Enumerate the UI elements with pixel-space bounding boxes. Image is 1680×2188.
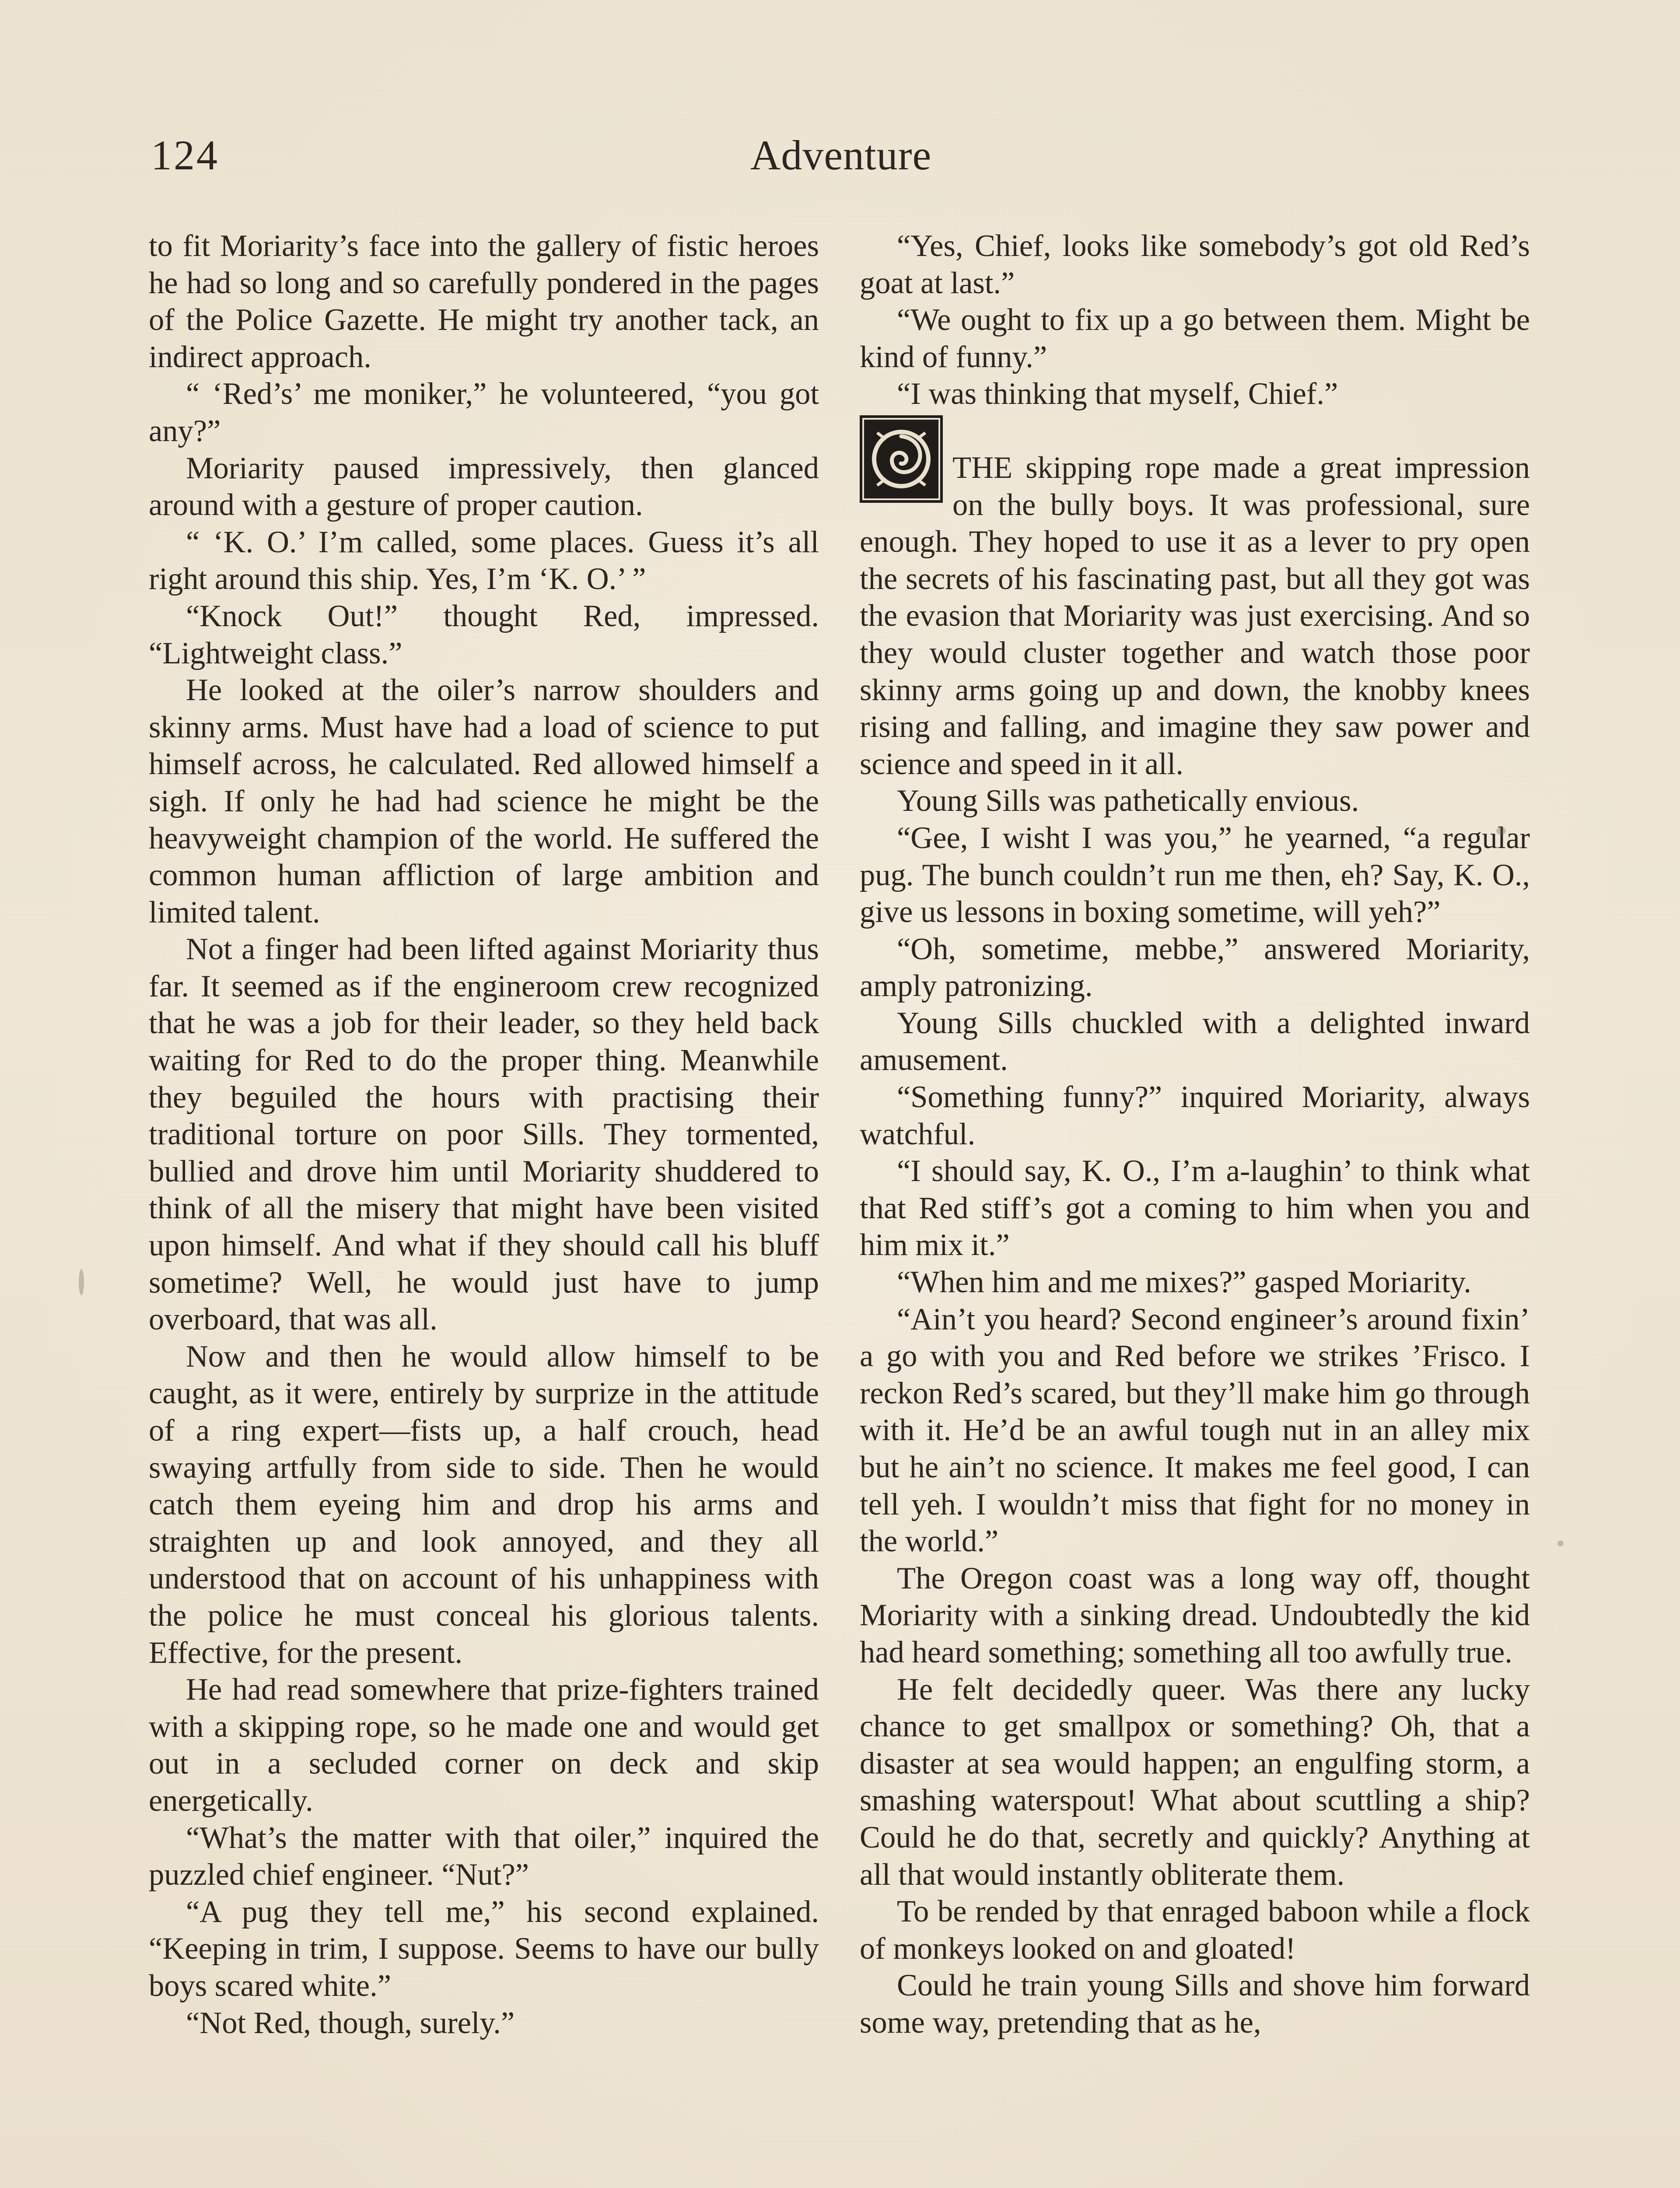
paragraph: “I was thinking that myself, Chief.” xyxy=(897,377,1338,411)
paper-smudge xyxy=(1558,1540,1564,1546)
running-title: Adventure xyxy=(750,132,932,179)
paragraph: “A pug they tell me,” his second explained. “Keeping in trim, I suppose. Seems to have our bully boys scared white.” xyxy=(149,1894,819,2003)
right-column xyxy=(860,228,1530,2041)
paragraph: to fit Moriarity’s face into the gallery of fistic heroes he had so long and so carefully pondered in the pages of the Police Gazette. He might try another tack, an indirect approach. xyxy=(149,229,819,374)
paragraph: “When him and me mixes?” gasped Moriarity. xyxy=(897,1265,1471,1300)
paragraph: He felt decidedly queer. Was there any lucky chance to get smallpox or something? Oh, that a disaster at sea would happen; an engulfing storm, a smashing waterspout! What about scuttling a ship? Could he do that, secretly and quickly? Anything at all that would instantly obliterate them. xyxy=(860,1672,1530,1892)
paragraph: “I should say, K. O., I’m a-laughin’ to think what that Red stiff’s got a coming to him when you and him mix it.” xyxy=(860,1154,1530,1262)
paragraph: “ ‘Red’s’ me moniker,” he volunteered, “you got any?” xyxy=(149,377,819,448)
paragraph: “Oh, sometime, mebbe,” answered Moriarity, amply patronizing. xyxy=(860,932,1530,1003)
paper-smudge xyxy=(1496,827,1506,835)
left-column xyxy=(149,228,819,2041)
page-header xyxy=(151,131,1544,188)
paragraph: THE skipping rope made a great impression on the bully boys. It was professional, sure enough. They hoped to use it as a lever to pry open the secrets of his fascinating past, but all they got was the evasion that Moriarity was just exercising. And so they would cluster together and watch those poor skinny arms going up and down, the knobby knees rising and falling, and imagine they saw power and science and speed in it all. xyxy=(860,450,1530,781)
paragraph: The Oregon coast was a long way off, thought Moriarity with a sinking dread. Undoubtedly the kid had heard something; something all too awfully true. xyxy=(860,1561,1530,1669)
paragraph: “Yes, Chief, looks like somebody’s got old Red’s goat at last.” xyxy=(860,229,1530,300)
paragraph: “Ain’t you heard? Second engineer’s around fixin’ a go with you and Red before we strikes ’Frisco. I reckon Red’s scared, but they’ll make him go through with it. He’d be an awful tough nut in an alley mix but he ain’t no science. It makes me feel good, I can tell yeh. I wouldn’t miss that fight for no money in the world.” xyxy=(860,1302,1530,1559)
ornament-icon xyxy=(860,415,943,503)
paragraph: “We ought to fix up a go between them. Might be kind of funny.” xyxy=(860,303,1530,374)
paragraph: “What’s the matter with that oiler,” inquired the puzzled chief engineer. “Nut?” xyxy=(149,1820,819,1892)
paragraph: Young Sills chuckled with a delighted inward amusement. xyxy=(860,1006,1530,1077)
paragraph: Young Sills was pathetically envious. xyxy=(897,784,1359,818)
paragraph: “Gee, I wisht I was you,” he yearned, “a regular pug. The bunch couldn’t run me then, eh? Say, K. O., give us lessons in boxing sometime, will yeh?” xyxy=(860,820,1530,929)
paragraph: He looked at the oiler’s narrow shoulders and skinny arms. Must have had a load of science to put himself across, he calculated. Red allowed himself a sigh. If only he had had science he might be the heavyweight champion of the world. He suffered the common human affliction of large ambition and limited talent. xyxy=(149,673,819,929)
paragraph: “ ‘K. O.’ I’m called, some places. Guess it’s all right around this ship. Yes, I’m ‘K. O.’ ” xyxy=(149,525,819,596)
paragraph: “Knock Out!” thought Red, impressed. “Lightweight class.” xyxy=(149,599,819,670)
paragraph: Could he train young Sills and shove him forward some way, pretending that as he, xyxy=(860,1968,1530,2040)
paragraph: Not a finger had been lifted against Moriarity thus far. It seemed as if the engineroom crew recognized that he was a job for their leader, so they held back waiting for Red to do the proper thing. Meanwhile they beguiled the hours with practising their traditional torture on poor Sills. They tormented, bullied and drove him until Moriarity shuddered to think of all the misery that might have been visited upon himself. And what if they should call his bluff sometime? Well, he would just have to jump overboard, that was all. xyxy=(149,932,819,1337)
paragraph: Now and then he would allow himself to be caught, as it were, entirely by surprize in the attitude of a ring expert—fists up, a half crouch, head swaying artfully from side to side. Then he would catch them eyeing him and drop his arms and straighten up and look annoyed, and they all understood that on account of his unhappiness with the police he must conceal his glorious talents. Effective, for the present. xyxy=(149,1339,819,1670)
paragraph: Moriarity paused impressively, then glanced around with a gesture of proper caution. xyxy=(149,451,819,522)
paragraph: To be rended by that enraged baboon while a flock of monkeys looked on and gloated! xyxy=(860,1894,1530,1966)
paragraph: “Not Red, though, surely.” xyxy=(186,2006,515,2040)
paragraph: “Something funny?” inquired Moriarity, always watchful. xyxy=(860,1080,1530,1151)
paper-smudge xyxy=(79,1269,84,1295)
paragraph: He had read somewhere that prize-fighters trained with a skipping rope, so he made one and would get out in a secluded corner on deck and skip energetically. xyxy=(149,1673,819,1818)
page-number: 124 xyxy=(151,132,219,179)
